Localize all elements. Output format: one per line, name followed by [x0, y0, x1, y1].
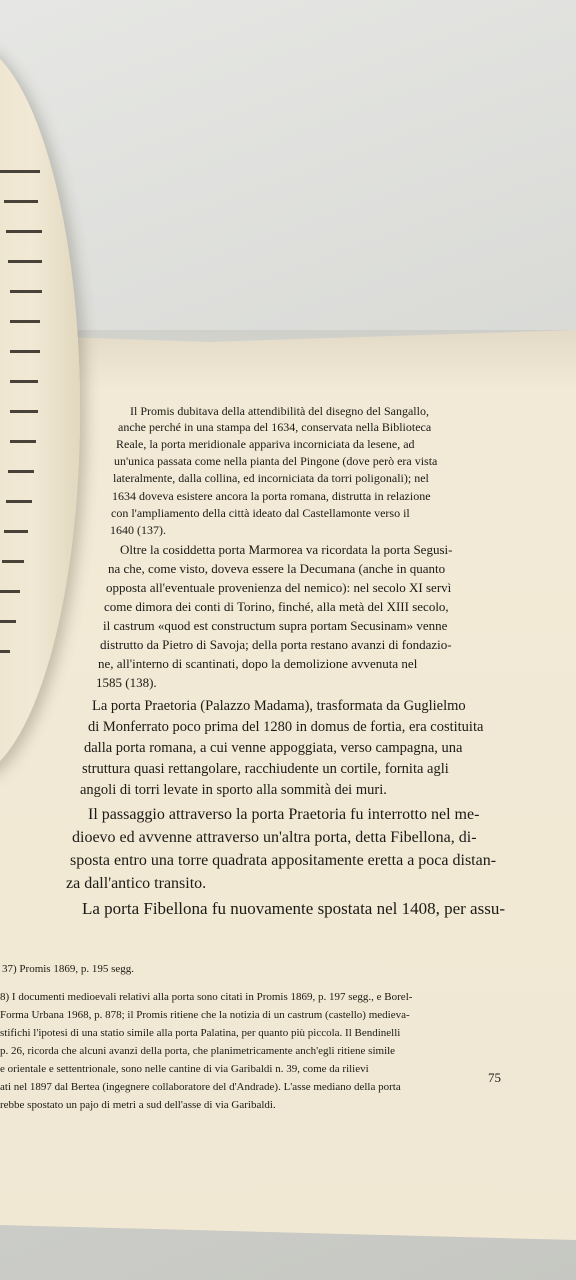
p1-line: Reale, la porta meridionale appariva incorniciata da lesene, ad	[116, 437, 415, 451]
p2-line: na che, come visto, doveva essere la Decumana (anche in quanto	[108, 561, 446, 576]
page-number: 75	[488, 1070, 501, 1085]
p1-line: 1640 (137).	[110, 523, 166, 537]
p1-line: Il Promis dubitava della attendibilità del disegno del Sangallo,	[130, 404, 429, 418]
p2-line: ne, all'interno di scantinati, dopo la demolizione avvenuta nel	[98, 656, 418, 671]
p3-line: angoli di torri levate in sporto alla sommità dei muri.	[80, 782, 387, 798]
p3-line: dalla porta romana, a cui venne appoggiata, verso campagna, una	[84, 740, 463, 756]
footnote-138-line: Forma Urbana 1968, p. 878; il Promis ritiene che la notizia di un castrum (castello) medieva-	[0, 1009, 410, 1021]
footnote-138-line: ati nel 1897 dal Bertea (ingegnere collaboratore del d'Andrade). L'asse mediano della porta	[0, 1081, 401, 1093]
footnote-137: 37) Promis 1869, p. 195 segg.	[2, 963, 134, 975]
p4-line: sposta entro una torre quadrata appositamente eretta a poca distan-	[70, 852, 497, 869]
p2-line: Oltre la cosiddetta porta Marmorea va ricordata la porta Segusi-	[120, 542, 453, 557]
footnote-138-line: 8) I documenti medioevali relativi alla porta sono citati in Promis 1869, p. 197 segg., e Borel-	[0, 991, 413, 1003]
p1-line: anche perché in una stampa del 1634, conservata nella Biblioteca	[118, 420, 432, 434]
p2-line: 1585 (138).	[96, 675, 157, 690]
footnote-138-line: p. 26, ricorda che alcuni avanzi della porta, che planimetricamente anch'egli ritiene simile	[0, 1045, 396, 1057]
page-shadow	[0, 330, 576, 390]
footnote-138-line: e orientale e settentrionale, sono nelle cantine di via Garibaldi n. 39, come da rilievi	[0, 1063, 369, 1075]
p2-line: distrutto da Pietro di Savoja; della porta restano avanzi di fondazio-	[100, 637, 452, 652]
p1-line: 1634 doveva esistere ancora la porta romana, distrutta in relazione	[112, 489, 431, 503]
p4-line: za dall'antico transito.	[66, 875, 207, 892]
footnote-138-line: stifichi l'ipotesi di una statio simile alla porta Palatina, per quanto più piccola. Il Bendinelli	[0, 1027, 401, 1039]
p4-line: dioevo ed avvenne attraverso un'altra porta, detta Fibellona, di-	[72, 829, 477, 846]
p5-line: La porta Fibellona fu nuovamente spostata nel 1408, per assu-	[82, 899, 505, 918]
p1-line: lateralmente, dalla collina, ed incorniciata da torri poligonali); nel	[113, 471, 429, 485]
p3-line: struttura quasi rettangolare, racchiudente un cortile, fornita agli	[82, 761, 449, 777]
p4-line: Il passaggio attraverso la porta Praetoria fu interrotto nel me-	[88, 806, 480, 823]
p2-line: opposta all'eventuale provenienza del nemico): nel secolo XI servì	[106, 580, 452, 595]
p2-line: come dimora dei conti di Torino, finché, alla metà del XIII secolo,	[104, 599, 449, 614]
p3-line: di Monferrato poco prima del 1280 in domus de fortia, era costituita	[88, 719, 484, 735]
p2-line: il castrum «quod est constructum supra portam Secusinam» venne	[103, 618, 448, 633]
p1-line: un'unica passata come nella pianta del Pingone (dove però era vista	[114, 454, 438, 468]
footnote-138-line: rebbe spostato un pajo di metri a sud dell'asse di via Garibaldi.	[0, 1099, 276, 1111]
p1-line: con l'ampliamento della città ideato dal Castellamonte verso il	[111, 506, 410, 520]
p3-line: La porta Praetoria (Palazzo Madama), trasformata da Guglielmo	[92, 698, 466, 714]
